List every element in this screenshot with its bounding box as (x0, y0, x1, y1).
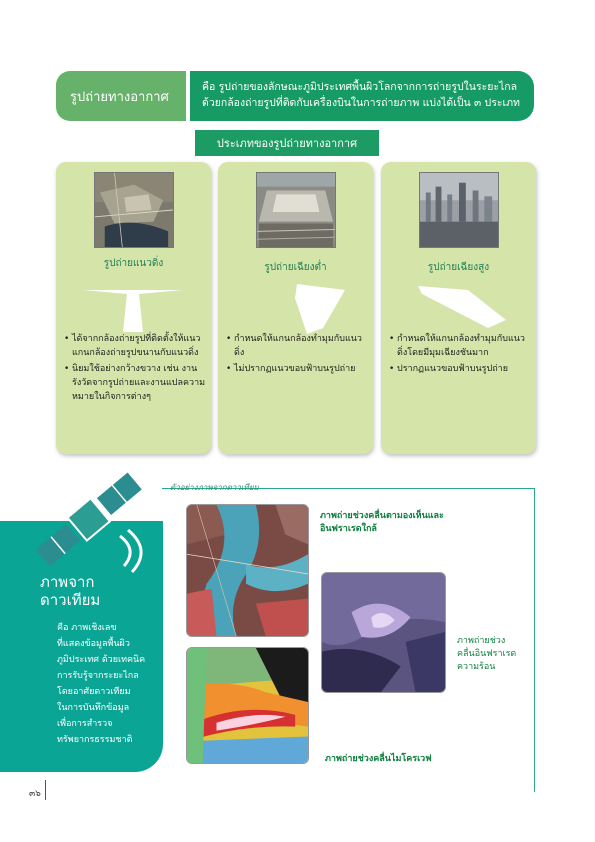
definition-line: ภูมิประเทศ ด้วยเทคนิค (57, 655, 146, 665)
card-high-oblique-photo (381, 162, 536, 454)
bullet-item: • นิยมใช้อย่างกว้างขวาง เช่น งานรังวัดจากรูปถ่ายและงานแปลความหมายในกิจการต่างๆ (64, 362, 206, 404)
thermal-infrared-caption: ภาพถ่ายช่วงคลื่นอินฟราเรดความร้อน (457, 636, 517, 672)
page-divider (45, 780, 46, 800)
microwave-satellite-image (186, 647, 309, 764)
bullet-item: • ปรากฏแนวขอบฟ้าบนรูปถ่าย (389, 362, 531, 376)
near-infrared-satellite-image (186, 504, 309, 637)
card-low-oblique-photo (218, 162, 373, 454)
card-bullets (389, 332, 531, 378)
types-title-label: ประเภทของรูปถ่ายทางอากาศ (216, 137, 358, 150)
definition-line: ทรัพยากรธรรมชาติ (57, 735, 133, 745)
microwave-caption: ภาพถ่ายช่วงคลื่นไมโครเวฟ (325, 754, 432, 764)
card-vertical-photo (56, 162, 211, 454)
near-infrared-caption: ภาพถ่ายช่วงคลื่นตามองเห็นและอินฟราเรดใกล้ (320, 511, 444, 534)
types-title (195, 130, 379, 156)
satellite-title (40, 573, 100, 609)
bullet-item: • ไม่ปรากฏแนวขอบฟ้าบนรูปถ่าย (226, 362, 368, 376)
satellite-examples-caption: ตัวอย่างภาพจากดาวเทียม (170, 483, 259, 492)
camera-beam-low-oblique-icon (245, 284, 345, 334)
definition-line: เพื่อการสำรวจ (57, 719, 113, 729)
camera-beam-vertical-icon (83, 284, 183, 334)
section-description (190, 71, 534, 121)
high-oblique-aerial-photo (419, 172, 499, 248)
thermal-infrared-satellite-image (321, 572, 446, 693)
description-line-2: ด้วยกล้องถ่ายรูปที่ติดกับเครื่องบินในการถ่ายภาพ แบ่งได้เป็น ๓ ประเภท (202, 97, 520, 109)
definition-line: โดยอาศัยดาวเทียม (57, 687, 131, 697)
card-title: รูปถ่ายเฉียงสูง (427, 262, 490, 273)
satellite-title-line-1: ภาพจาก (40, 573, 95, 591)
camera-beam-high-oblique-icon (408, 284, 508, 334)
section-tag (56, 71, 186, 121)
definition-line: ที่แสดงข้อมูลพื้นผิว (57, 639, 130, 649)
definition-line: คือ ภาพเชิงเลข (57, 623, 117, 633)
bullet-item: • ได้จากกล้องถ่ายรูปที่ติดตั้งให้แนวแกนกล้องถ่ายรูปขนานกับแนวดิ่ง (64, 332, 206, 360)
bullet-item: • กำหนดให้แกนกล้องทำมุมกับแนวดิ่ง (226, 332, 368, 360)
bullet-item: • กำหนดให้แกนกล้องทำมุมกับแนวดิ่งโดยมีมุมเฉียงชันมาก (389, 332, 531, 360)
card-title: รูปถ่ายแนวดิ่ง (103, 258, 164, 269)
satellite-icon (20, 466, 160, 576)
low-oblique-aerial-photo (256, 172, 336, 248)
definition-line: การรับรู้จากระยะไกล (57, 671, 139, 681)
satellite-definition-text (57, 620, 157, 748)
satellite-title-line-2: ดาวเทียม (40, 591, 101, 609)
description-line-1: คือ รูปถ่ายของลักษณะภูมิประเทศพื้นผิวโลกจากการถ่ายรูปในระยะไกล (202, 81, 518, 93)
card-bullets (226, 332, 368, 378)
card-title: รูปถ่ายเฉียงต่ำ (264, 262, 327, 273)
vertical-aerial-photo (94, 172, 174, 248)
definition-line: ในการบันทึกข้อมูล (57, 703, 130, 713)
page-number: ๓๖ (29, 789, 41, 799)
section-tag-label: รูปถ่ายทางอากาศ (70, 89, 169, 105)
card-bullets (64, 332, 206, 406)
